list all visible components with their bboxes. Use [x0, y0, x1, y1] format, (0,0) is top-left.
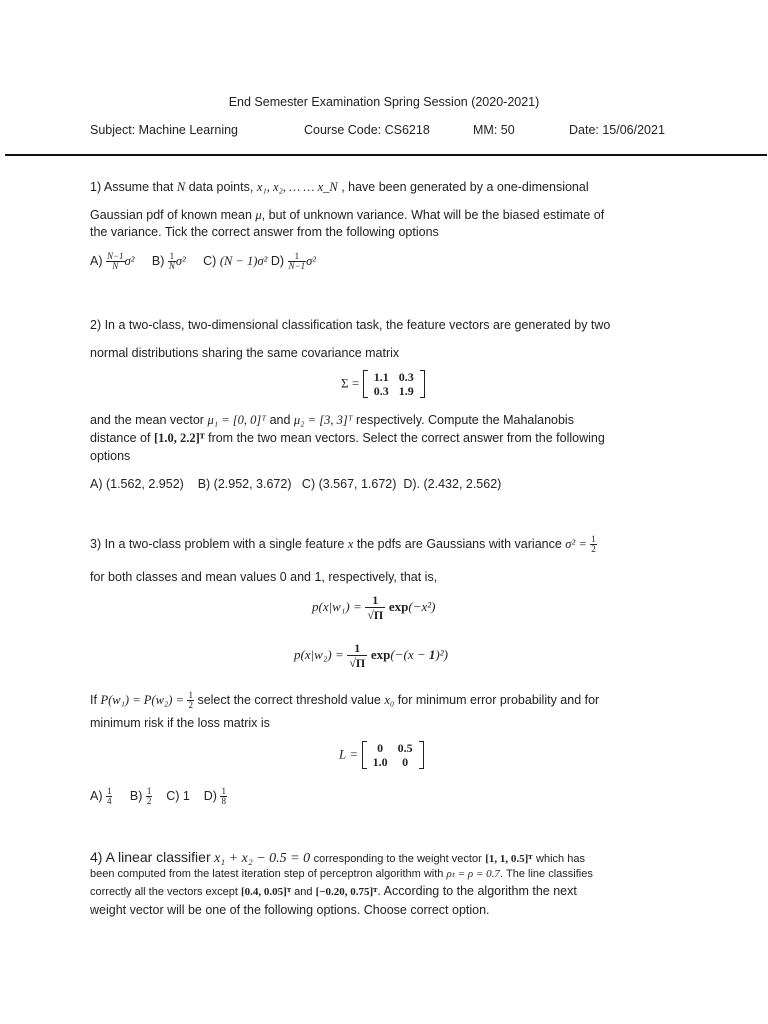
covariance-equation: Σ = 1.1 0.3 0.3 1.9 [341, 370, 425, 398]
q3-line-2: for both classes and mean values 0 and 1, respectively, that is, [90, 570, 438, 584]
loss-matrix: 0 0.5 1.0 0 [362, 741, 424, 769]
q1-option-d: D) $\frac{1}{N-1}$ σ² [270, 251, 317, 272]
max-marks-label: MM: 50 [473, 123, 515, 137]
pdf-equation-2: p(x|w₂) = $\frac{1}{√\Pi}$ exp(−(x − 1)²) [294, 641, 448, 670]
q3-options [90, 787, 227, 806]
q1-line-3: the variance. Tick the correct answer from the following options [90, 225, 439, 239]
loss-equation: L = 0 0.5 1.0 0 [339, 741, 424, 769]
q3-line-1: 3) In a two-class problem with a single feature x the pdfs are Gaussians with variance σ² = $\frac{1}{2}$ [90, 534, 596, 555]
exam-title: End Semester Examination Spring Session (2020-2021) [228, 95, 540, 109]
q1-option-c: C) (N − 1)σ² [203, 254, 268, 268]
q1-option-a: A) $\frac{N-1}{N}$ σ² [90, 251, 135, 272]
q1-option-b: B) $\frac{1}{N}$ σ² [151, 251, 186, 272]
covariance-matrix: 1.1 0.3 0.3 1.9 [363, 370, 425, 398]
q3-option-d: D) $\frac{1}{8}$ [203, 786, 226, 807]
q1-options [90, 252, 710, 271]
q2-options: A) (1.562, 2.952) B) (2.952, 3.672) C) (3.567, 1.672) D). (2.432, 2.562) [90, 477, 502, 491]
q3-line-4: minimum risk if the loss matrix is [90, 716, 270, 730]
subject-label: Subject: Machine Learning [90, 123, 239, 137]
q1-line-2: Gaussian pdf of known mean μ, but of unknown variance. What will be the biased estimate of [90, 208, 605, 222]
q3-line-3: If P(w₁) = P(w₂) = $\frac{1}{2}$ select the correct threshold value x₀ for minimum error probability and for [90, 690, 600, 711]
q4-line-3: correctly all the vectors except [0.4, 0.05]ᵀ and [−0.20, 0.75]ᵀ. According to the algorithm the next [90, 884, 577, 898]
q3-option-c: C) 1 [166, 789, 190, 803]
date-label: Date: 15/06/2021 [569, 123, 665, 137]
header-divider [5, 154, 767, 156]
pdf-equation-1: p(x|w₁) = $\frac{1}{√\Pi}$ exp(−x²) [312, 593, 436, 622]
q4-line-2: been computed from the latest iteration step of perceptron algorithm with ρₜ = ρ = 0.7. The line classifies [90, 868, 593, 880]
q3-option-b: B) $\frac{1}{2}$ [129, 786, 152, 807]
q2-line-5: options [90, 449, 131, 463]
q2-line-4: distance of [1.0, 2.2]ᵀ from the two mean vectors. Select the correct answer from the following [90, 431, 605, 445]
q2-line-1: 2) In a two-class, two-dimensional classification task, the feature vectors are generated by two [90, 318, 611, 332]
q1-line-1: 1) Assume that N data points, x₁, x₂, … … x_N , have been generated by a one-dimensional [90, 180, 589, 194]
q2-line-2: normal distributions sharing the same covariance matrix [90, 346, 400, 360]
q2-line-3: and the mean vector μ₁ = [0, 0]ᵀ and μ₂ = [3, 3]ᵀ respectively. Compute the Mahalanobis [90, 413, 574, 427]
q4-line-1: 4) A linear classifier x₁ + x₂ − 0.5 = 0 corresponding to the weight vector [1, 1, 0.5]ᵀ which has [90, 849, 585, 866]
q4-line-4: weight vector will be one of the following options. Choose correct option. [90, 903, 490, 917]
q3-option-a: A) $\frac{1}{4}$ [90, 786, 112, 807]
course-code-label: Course Code: CS6218 [304, 123, 430, 137]
